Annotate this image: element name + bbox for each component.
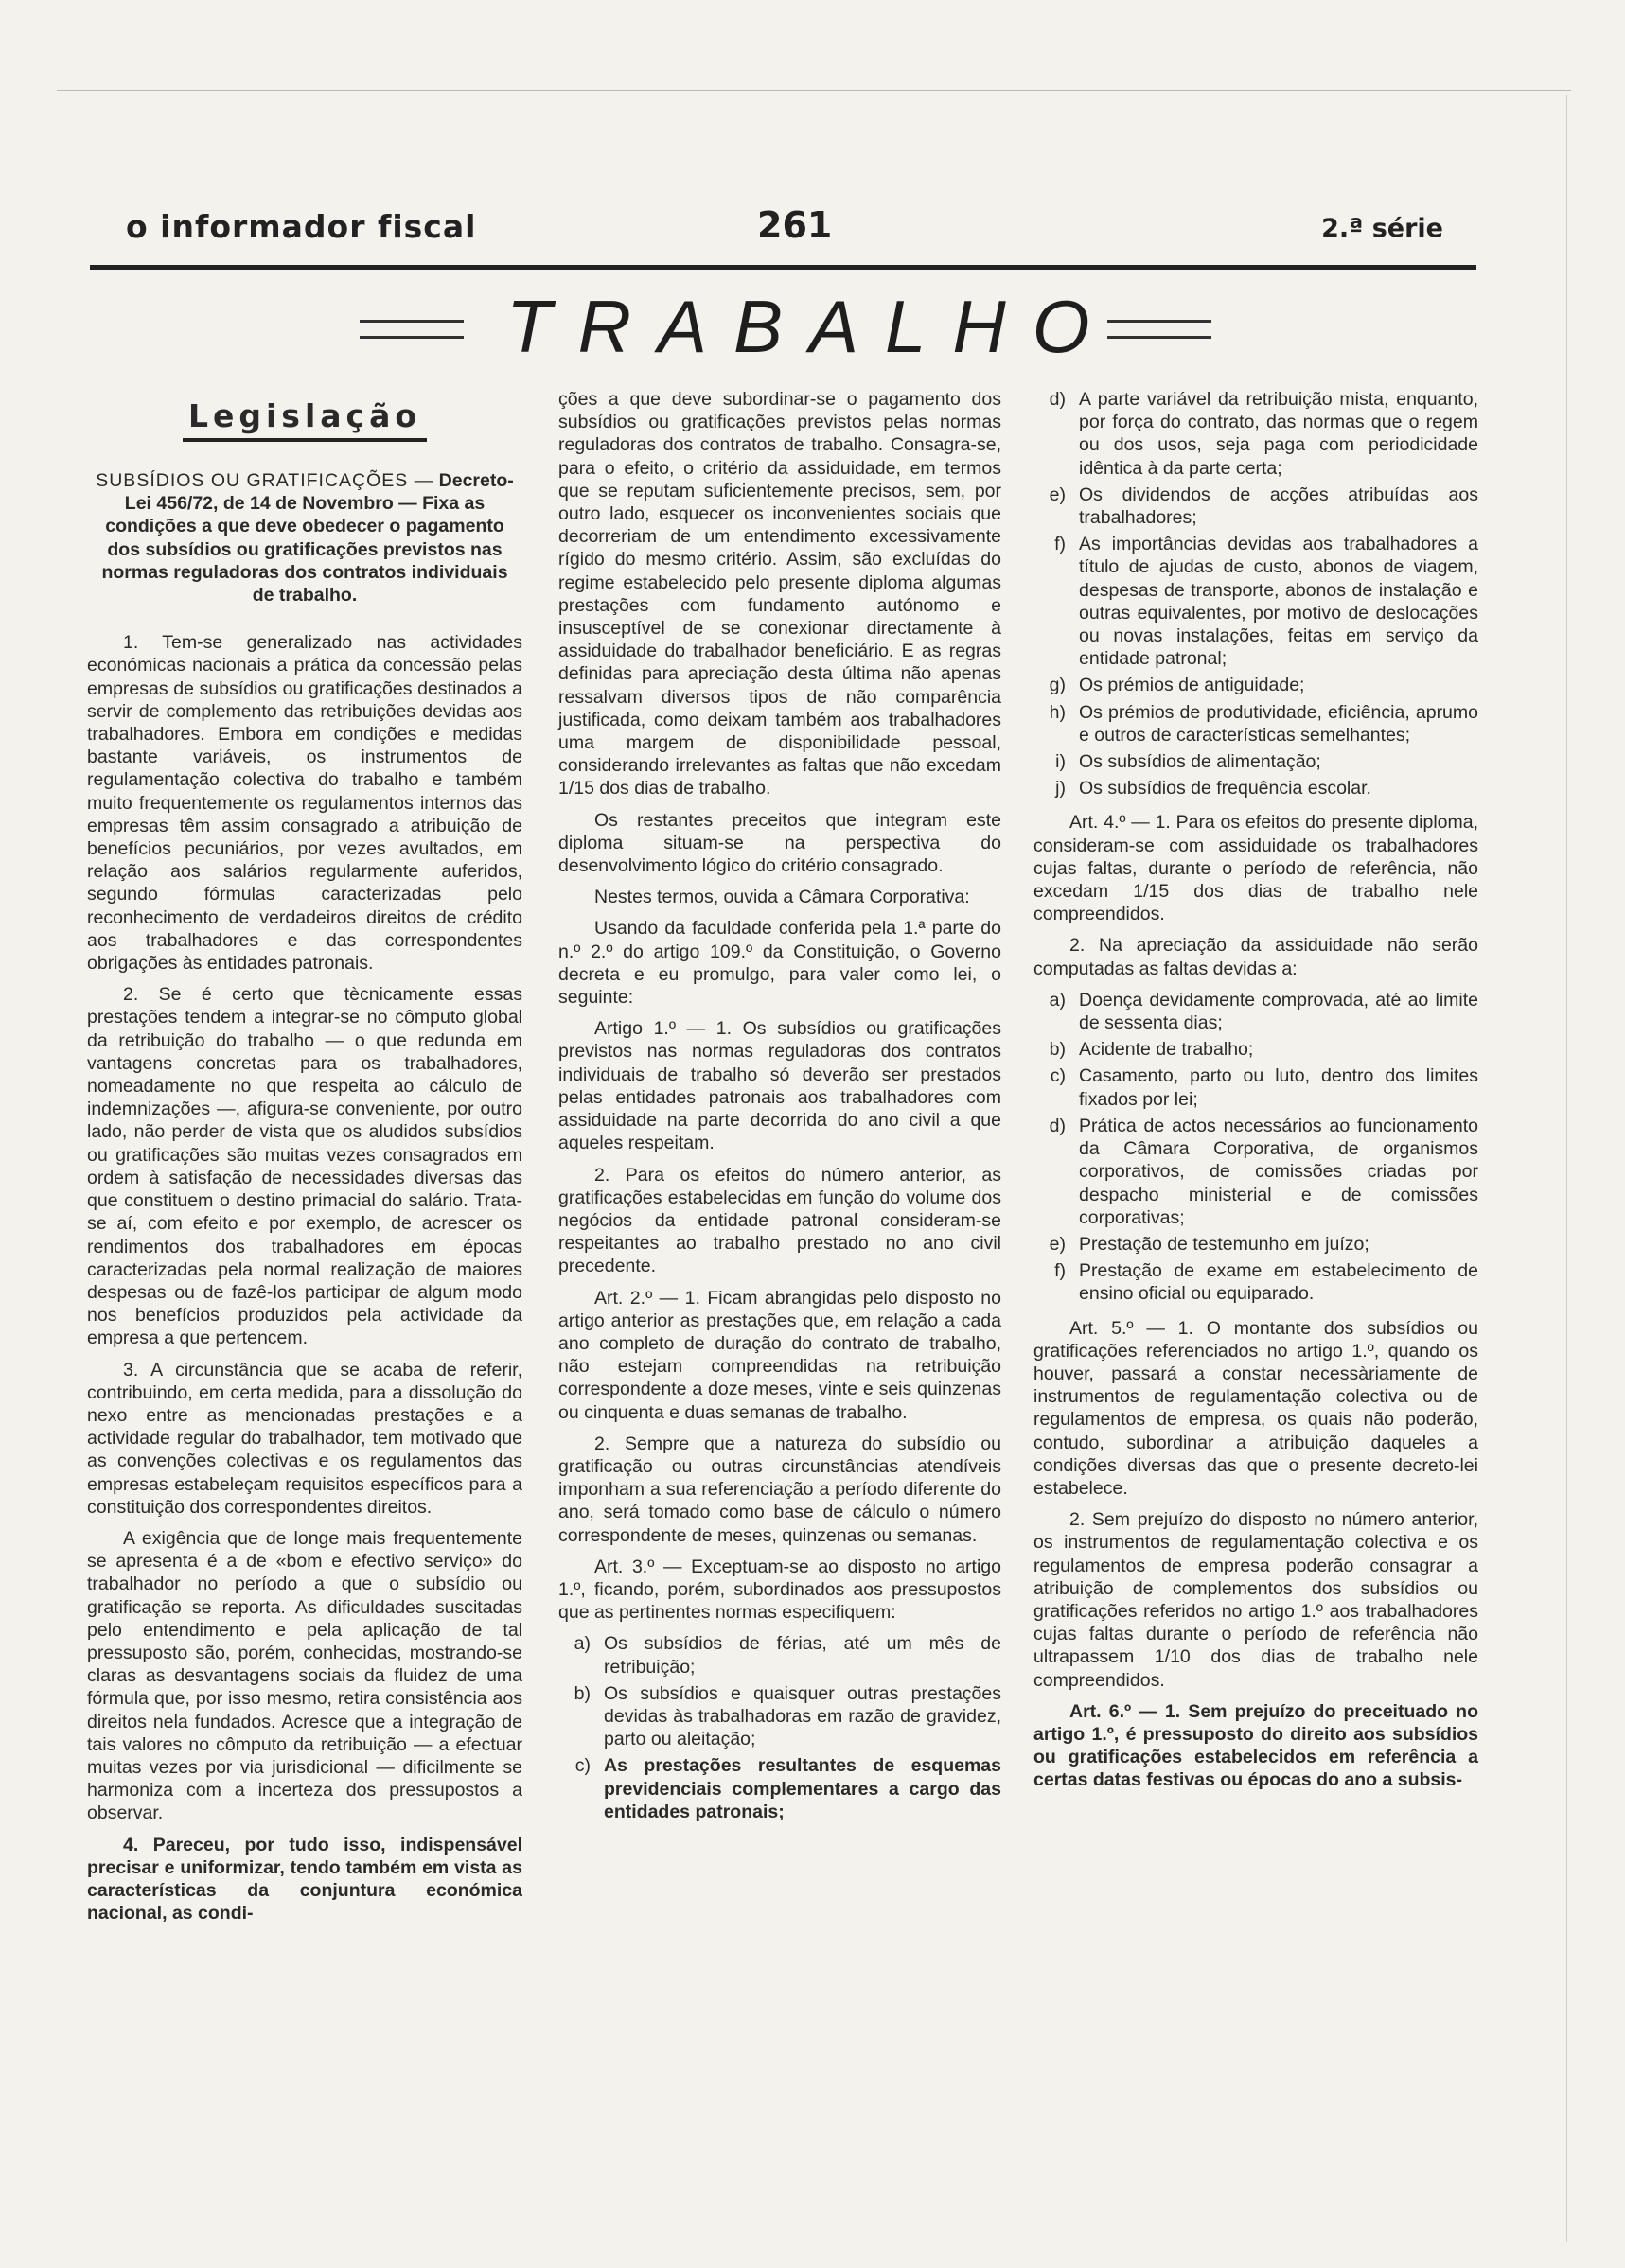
- list-label: a): [1049, 989, 1066, 1011]
- paragraph: 2. Na apreciação da assiduidade não serão computadas as faltas devidas a:: [1033, 935, 1478, 979]
- list-item: [1033, 750, 1478, 773]
- list-text: Os dividendos de acções atribuídas aos trabalhadores;: [1079, 483, 1478, 529]
- list-label: c): [1050, 1065, 1066, 1087]
- scan-edge-line-right: [1566, 95, 1567, 2242]
- column-3: [1033, 388, 1478, 1801]
- list-text: Os subsídios de frequência escolar.: [1079, 778, 1371, 800]
- list-text: Os subsídios de férias, até um mês de retribuição;: [604, 1633, 1001, 1678]
- list-text: Doença devidamente comprovada, até ao limite de sessenta dias;: [1079, 989, 1478, 1034]
- page-header: [90, 204, 1476, 270]
- article-paragraph: Art. 5.º — 1. O montante dos subsídios ou gratificações referenciados no artigo 1.º, quando os houver, passará a constar necessàriamente de instrumentos de regulamentação colectiva ou de regulamentos de empresa, os quais não poderão, contudo, subordinar a atribuição daqueles a condições diversas das que o presente decreto-lei estabelece.: [1033, 1317, 1478, 1499]
- list-label: b): [1049, 1039, 1066, 1061]
- list-item: [558, 1632, 1001, 1678]
- column-1: [87, 388, 522, 1933]
- paragraph: 3. A circunstância que se acaba de referir, contribuindo, em certa medida, para a dissolução do nexo entre as mencionadas prestações e a actividade regular do trabalhador, tem motivado que as convenções colectivas e os regulamentos das empresas estabeleçam requisitos específicos para a constituição dos correspondentes direitos.: [87, 1359, 522, 1518]
- list-text: Os prémios de antiguidade;: [1079, 675, 1305, 696]
- scan-edge-line: [57, 90, 1571, 91]
- list-label: a): [574, 1633, 591, 1655]
- list-text: Prática de actos necessários ao funcionamento da Câmara Corporativa, de organismos corporativos, de comissões criadas por despacho ministerial e de comissões corporativas;: [1079, 1115, 1478, 1228]
- paragraph: 1. Tem-se generalizado nas actividades económicas nacionais a prática da concessão pelas empresas de subsídios ou gratificações destinados a servir de complemento das retribuições devidas aos trabalhadores. Embora em condições e medidas bastante variáveis, os instrumentos de regulamentação colectiva do trabalho e também muito frequentemente os regulamentos internos das empresas têm assim consagrado a atribuição de benefícios pecuniários, por vezes avultados, em relação aos salários regularmente auferidos, segundo fórmulas caracterizadas pelo reconhecimento de verdadeiros direitos de crédito aos trabalhadores e das correspondentes obrigações às entidades patronais.: [87, 632, 522, 975]
- list-label: h): [1049, 701, 1066, 723]
- publication-name: o informador fiscal: [126, 208, 477, 245]
- list-text: A parte variável da retribuição mista, enquanto, por força do contrato, das normas que o regem ou dos usos, seja paga com periodicidade idêntica à da parte certa;: [1079, 389, 1478, 479]
- decree-text: Decreto-Lei 456/72, de 14 de Novembro — Fixa as condições a que deve obedecer o pagamento dos subsídios ou gratificações previstos nas normas reguladoras dos contratos individuais de trabalho.: [101, 470, 514, 607]
- list-label: c): [574, 1755, 591, 1777]
- list-item: [1033, 1259, 1478, 1305]
- column-2: [558, 388, 1001, 1827]
- section-title-text: TRABALHO: [506, 285, 1117, 368]
- list-text: As importâncias devidas aos trabalhadores a título de ajudas de custo, abonos de viagem, despesas de transporte, abonos de instalação e outras equivalentes, por motivo de deslocações ou novas instalações, feitas em serviço da entidade patronal;: [1079, 534, 1478, 670]
- list-item: [1033, 1115, 1478, 1229]
- list-item: [558, 1754, 1001, 1823]
- paragraph: Nestes termos, ouvida a Câmara Corporativa:: [594, 887, 970, 908]
- paragraph: Os restantes preceitos que integram este diploma situam-se na perspectiva do desenvolvimento lógico do critério consagrado.: [558, 809, 1001, 877]
- legislation-heading: Legislação: [87, 397, 522, 435]
- list-text: Prestação de testemunho em juízo;: [1079, 1233, 1369, 1255]
- list-label: f): [1054, 1260, 1066, 1282]
- article-paragraph: Art. 2.º — 1. Ficam abrangidas pelo disposto no artigo anterior as prestações que, em relação a cada ano completo de duração do contrato de trabalho, não estejam compreendidas na retribuição correspondente a doze meses, vinte e seis quinzenas ou cinquenta e duas semanas de trabalho.: [558, 1287, 1001, 1423]
- paragraph: 2. Sempre que a natureza do subsídio ou gratificação ou outras circunstâncias atendíveis imponham a sua referenciação a período diferente do ano, será tomado como base de cálculo o número correspondente de meses, quinzenas ou semanas.: [558, 1433, 1001, 1546]
- list-item: [1033, 388, 1478, 480]
- paragraph: 2. Sem prejuízo do disposto no número anterior, os instrumentos de regulamentação colectiva e os regulamentos de empresa poderão consagrar a atribuição de complementos dos subsídios ou gratificações referidos no artigo 1.º aos trabalhadores cujas faltas durante o período de referência não ultrapassem 1/10 dos dias de trabalho nele compreendidos.: [1033, 1509, 1478, 1691]
- decree-title: SUBSÍDIOS OU GRATIFICAÇÕES —: [96, 470, 434, 491]
- list-text: Casamento, parto ou luto, dentro dos limites fixados por lei;: [1079, 1065, 1478, 1110]
- list-text: Os subsídios de alimentação;: [1079, 751, 1321, 773]
- list-label: d): [1049, 1115, 1066, 1136]
- article-paragraph: Artigo 1.º — 1. Os subsídios ou gratificações previstos nas normas reguladoras dos contratos individuais de trabalho só deverão ser prestados pelas entidades patronais aos trabalhadores com assiduidade na parte decorrida do ano civil a que aqueles respeitam.: [558, 1018, 1001, 1154]
- title-rule-left: [360, 320, 464, 339]
- list-text: Os prémios de produtividade, eficiência, aprumo e outros de características semelhantes;: [1079, 701, 1478, 746]
- paragraph: 2. Para os efeitos do número anterior, as gratificações estabelecidas em função do volume dos negócios da entidade patronal consideram-se respeitantes ao trabalho prestado no ano civil precedente.: [558, 1164, 1001, 1277]
- paragraph: 4. Pareceu, por tudo isso, indispensável precisar e uniformizar, tendo também em vista as características da conjuntura económica nacional, as condi-: [87, 1834, 522, 1925]
- list-label: e): [1049, 1233, 1066, 1255]
- list-item: [558, 1682, 1001, 1751]
- list-item: [1033, 989, 1478, 1034]
- list-text: Prestação de exame em estabelecimento de ensino oficial ou equiparado.: [1079, 1260, 1478, 1305]
- paragraph: Usando da faculdade conferida pela 1.ª parte do n.º 2.º do artigo 109.º da Constituição, o Governo decreta e eu promulgo, para valer como lei, o seguinte:: [558, 918, 1001, 1009]
- list-item: [1033, 1233, 1478, 1256]
- title-rule-right: [1107, 320, 1211, 339]
- paragraph: ções a que deve subordinar-se o pagamento dos subsídios ou gratificações previstos pelas normas reguladoras dos contratos de trabalho. Consagra-se, para o efeito, o critério da assiduidade, em termos que se reputam suficientemente precisos, sem, por outro lado, esquecer os inconvenientes sociais que decorreriam de um entendimento excessivamente rígido do mesmo critério. Assim, são excluídas do regime estabelecido pelo presente diploma algumas prestações com fundamento autónomo e insusceptível de se conexionar directamente à assiduidade do trabalhador beneficiário. E as regras definidas para apreciação desta última não apenas ressalvam diversos tipos de não comparência justificada, como deixam também aos trabalhadores uma margem de disponibilidade pessoal, considerando irrelevantes as faltas que não excedam 1/15 dos dias de trabalho.: [558, 389, 1001, 800]
- list-item: [1033, 483, 1478, 529]
- list-item: [1033, 533, 1478, 670]
- decree-summary: [87, 469, 522, 607]
- list-item: [1033, 701, 1478, 747]
- page-number: 261: [757, 204, 833, 246]
- article-paragraph: Art. 6.º — 1. Sem prejuízo do preceituado no artigo 1.º, é pressuposto do direito aos subsídios ou gratificações estabelecidos em referência a certas datas festivas ou épocas do ano a subsis-: [1033, 1700, 1478, 1791]
- list-label: b): [574, 1682, 591, 1704]
- list-item: [1033, 777, 1478, 800]
- list-label: e): [1049, 483, 1066, 505]
- list-text: As prestações resultantes de esquemas previdenciais complementares a cargo das entidades patronais;: [604, 1755, 1001, 1822]
- section-title: [360, 284, 1268, 378]
- list-label: g): [1049, 675, 1066, 696]
- list-label: j): [1055, 778, 1066, 800]
- article-paragraph: Art. 4.º — 1. Para os efeitos do presente diploma, consideram-se com assiduidade os trabalhadores cujas faltas, durante o período de referência, não excedam 1/15 dos dias de trabalho nele compreendidos.: [1033, 812, 1478, 925]
- list-label: d): [1049, 389, 1066, 410]
- paragraph: A exigência que de longe mais frequentemente se apresenta é a de «bom e efectivo serviço» do trabalhador no período a que o subsídio ou gratificação se reporta. As dificuldades suscitadas pelo entendimento e pela aplicação de tal pressuposto são, porém, conhecidas, mostrando-se claras as desvantagens sociais da fluidez de uma fórmula que, por isso mesmo, retira consistência aos direitos nela fundados. Acresce que a integração de tais valores no cômputo da retribuição — a efectuar muitas vezes por via jurisdicional — dificilmente se harmoniza com a incerteza dos pressupostos a observar.: [87, 1527, 522, 1824]
- series-label: 2.ª série: [1321, 214, 1443, 243]
- article-paragraph: Art. 3.º — Exceptuam-se ao disposto no artigo 1.º, ficando, porém, subordinados aos pressupostos que as pertinentes normas especifiquem:: [558, 1556, 1001, 1624]
- paragraph: 2. Se é certo que tècnicamente essas prestações tendem a integrar-se no cômputo global da retribuição do trabalho — o que redunda em vantagens concretas para os trabalhadores, nomeadamente no que respeita ao cálculo de indemnizações —, afigura-se conveniente, por outro lado, não perder de vista que os aludidos subsídios ou gratificações são muitas vezes consagrados em ordem à satisfação de necessidades diversas das que constituem o destino primacial do salário. Trata-se aí, com efeito e por exemplo, de acrescer os rendimentos dos trabalhadores em épocas caracterizadas pela normal realização de maiores despesas ou de fazê-los participar de algum modo nos benefícios produzidos pela actividade da empresa a que pertencem.: [87, 984, 522, 1349]
- list-text: Os subsídios e quaisquer outras prestações devidas às trabalhadoras em razão de gravidez, parto ou aleitação;: [604, 1682, 1001, 1750]
- list-item: [1033, 674, 1478, 696]
- list-text: Acidente de trabalho;: [1079, 1039, 1254, 1061]
- list-item: [1033, 1038, 1478, 1061]
- list-item: [1033, 1064, 1478, 1110]
- list-label: f): [1054, 534, 1066, 555]
- list-label: i): [1055, 751, 1066, 773]
